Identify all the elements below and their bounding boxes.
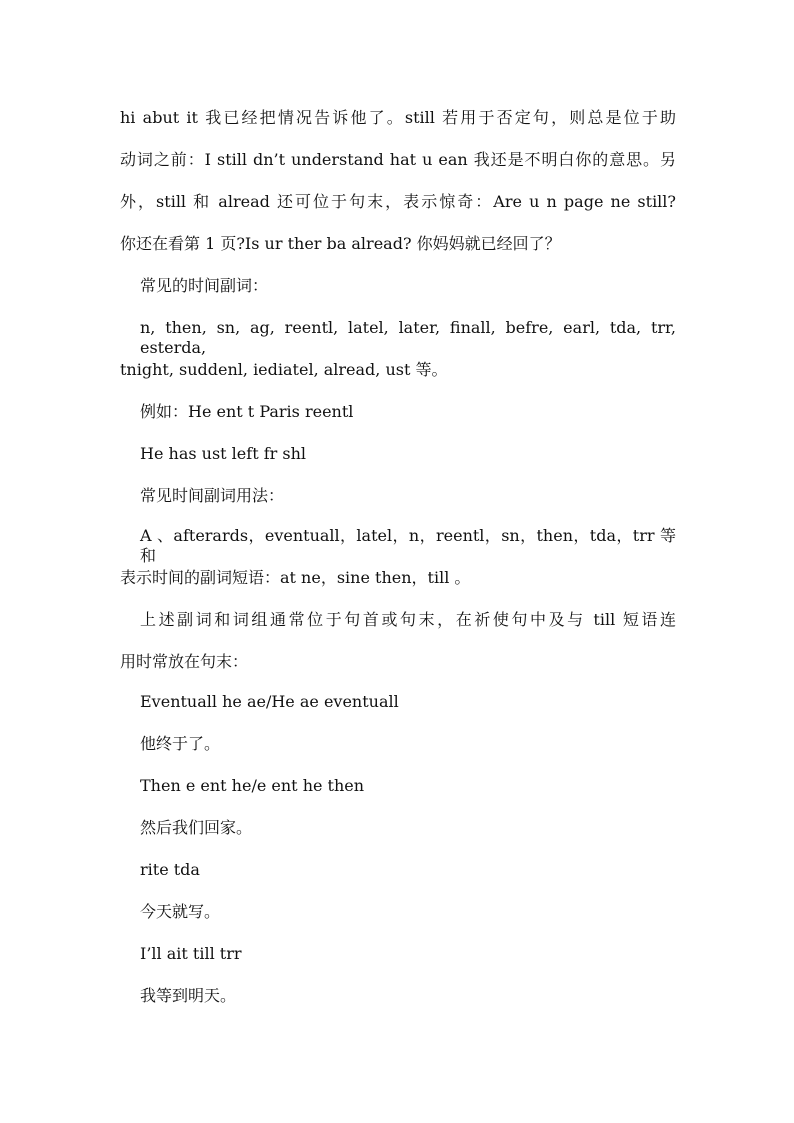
text-line: n, then, sn, ag, reentl, latel, later, finall, befre, earl, tda, trr, esterda,: [140, 318, 676, 357]
section-heading: 常见的时间副词：: [140, 276, 269, 295]
text-line: 动词之前：I still dn’t understand hat u ean 我还是不明白你的意思。另: [120, 150, 676, 169]
text-line: 用时常放在句末：: [120, 652, 249, 671]
example-line: rite tda: [140, 860, 200, 879]
example-translation: 我等到明天。: [140, 986, 237, 1005]
text-line: hi abut it 我已经把情况告诉他了。still 若用于否定句，则总是位于助: [120, 108, 676, 127]
example-line: I’ll ait till trr: [140, 944, 242, 963]
example-translation: 他终于了。: [140, 734, 221, 753]
example-line: He has ust left fr shl: [140, 444, 306, 463]
text-line: A 、afterards，eventuall，latel，n，reentl，sn，then，tda，trr 等和: [140, 526, 676, 565]
example-line: Then e ent he/e ent he then: [140, 776, 365, 795]
example-translation: 然后我们回家。: [140, 818, 253, 837]
text-line: tnight, suddenl, iediatel, alread, ust 等。: [120, 360, 448, 379]
section-heading: 常见时间副词用法：: [140, 486, 285, 505]
example-translation: 今天就写。: [140, 902, 221, 921]
text-line: 外，still 和 alread 还可位于句末，表示惊奇：Are u n page ne still?: [120, 192, 676, 211]
text-line: 上述副词和词组通常位于句首或句末，在祈使句中及与 till 短语连: [140, 610, 676, 629]
example-line: Eventuall he ae/He ae eventuall: [140, 692, 399, 711]
example-line: 例如：He ent t Paris reentl: [140, 402, 354, 421]
text-line: 你还在看第 1 页?Is ur ther ba alread? 你妈妈就已经回了？: [120, 234, 561, 253]
text-line: 表示时间的副词短语：at ne，sine then，till 。: [120, 568, 471, 587]
